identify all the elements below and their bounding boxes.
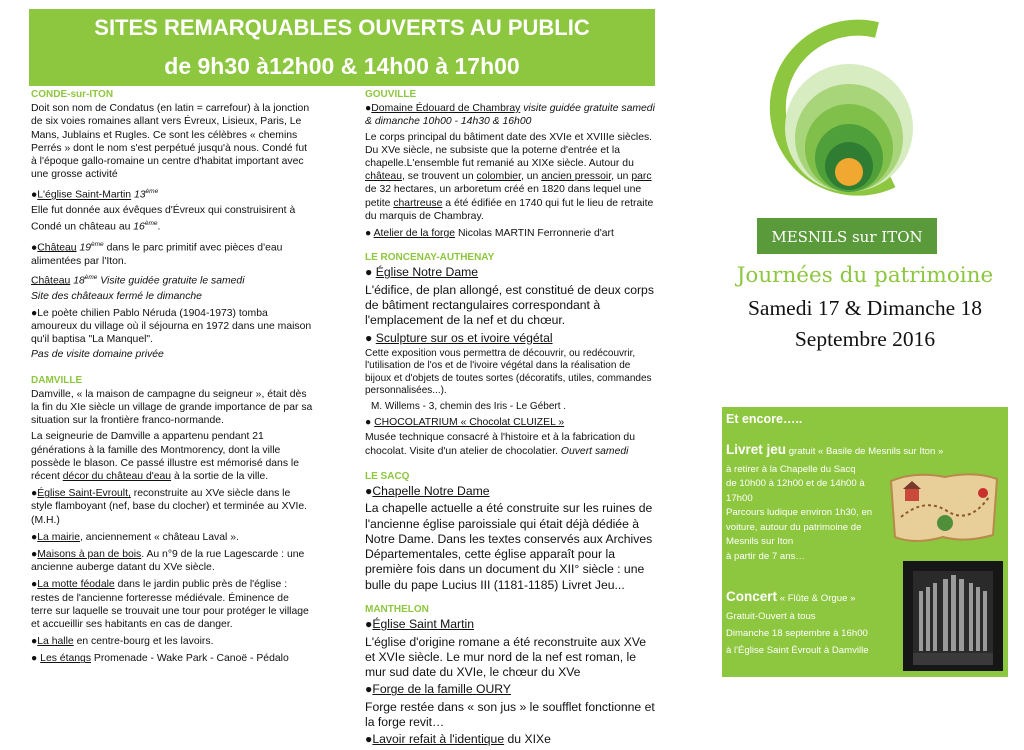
- concert-l2: Dimanche 18 septembre à 16h00: [726, 628, 868, 639]
- roncenay-p2-addr: M. Willems - 3, chemin des Iris - Le Gébert .: [371, 400, 567, 412]
- column-left: [31, 88, 313, 668]
- section-title-damville: DAMVILLE: [31, 374, 83, 386]
- damville-b2-text: , anciennement « château Laval ».: [80, 531, 239, 543]
- gouville-p1d: , un: [611, 171, 629, 183]
- roncenay-b1: ● Église Notre Dame: [365, 265, 479, 280]
- livret-l1: à retirer à la Chapelle du Sacq: [726, 464, 856, 475]
- concentric-logo: [757, 20, 937, 255]
- conde-chateau: ●Château 19ème dans le parc primitif avec pièces d'eau alimentées par l'Iton.: [31, 240, 283, 267]
- conde-chateau2-desc: Visite guidée gratuite le samedi: [100, 275, 245, 287]
- gouville-link-pressoir[interactable]: ancien pressoir: [541, 171, 612, 183]
- damville-b1-link[interactable]: Église Saint-Evroult,: [37, 488, 131, 500]
- sacq-b1: ●Chapelle Notre Dame: [365, 483, 490, 498]
- conde-chateau2-note: Site des châteaux fermé le dimanche: [31, 290, 202, 302]
- conde-eglise-date2: 16: [133, 221, 145, 233]
- livret-l3: Parcours ludique environ 1h30, en voiture, autour du patrimoine de Mesnils sur Iton: [726, 507, 873, 547]
- gouville-b2: ● Atelier de la forge Nicolas MARTIN Ferronnerie d'art: [365, 228, 614, 240]
- conde-chateau2-date: 18: [73, 275, 85, 287]
- organ-photo-icon: [903, 561, 1003, 671]
- conde-eglise-date: 13: [133, 189, 146, 201]
- gouville-link-parc[interactable]: parc: [631, 171, 652, 183]
- sacq-b1-link[interactable]: Chapelle Notre Dame: [372, 483, 490, 498]
- manthelon-b2-link[interactable]: Forge de la famille OURY: [372, 682, 512, 697]
- gouville-link-chateau[interactable]: château: [365, 171, 402, 183]
- gouville-b1: ●Domaine Édouard de Chambray visite guidée gratuite samedi & dimanche 10h00 - 14h30 & 16h00: [365, 103, 655, 128]
- damville-b6: ● Les étangs Promenade - Wake Park - Canoë - Pédalo: [31, 653, 289, 665]
- damville-p2-link[interactable]: décor du château d'eau: [62, 470, 172, 482]
- roncenay-p3: [365, 431, 657, 457]
- conde-neruda-note: Pas de visite domaine privée: [31, 349, 164, 361]
- roncenay-p3-text: Musée technique consacré à l'histoire et à la fabrication du chocolat. Visite d'un atelier de chocolatier.: [365, 432, 635, 457]
- damville-b2: ●La mairie, anciennement « château Laval ».: [31, 531, 239, 543]
- gouville-p1a: Le corps principal du bâtiment date des XVIe et XVIIIe siècles. Du XVe siècle, ne subsiste que la poterne d'entrée et la chapelle.L'ensemble fut remanié au XIXe siècle. Autour du: [365, 131, 653, 170]
- gouville-b2-text: Nicolas MARTIN Ferronnerie d'art: [457, 228, 614, 240]
- damville-b5: ●La halle en centre-bourg et les lavoirs.: [31, 636, 214, 648]
- gouville-link-chartreuse[interactable]: chartreuse: [393, 197, 443, 209]
- roncenay-b3-link[interactable]: CHOCOLATRIUM « Chocolat CLUIZEL »: [374, 417, 565, 429]
- conde-chateau-desc: dans le parc primitif avec pièces d'eau alimentées par l'Iton.: [31, 242, 283, 267]
- concert-l1: Gratuit-Ouvert à tous: [726, 611, 816, 622]
- livret-l4: à partir de 7 ans…: [726, 551, 805, 562]
- manthelon-p1: L'église d'origine romane a été reconstruite aux XVe et XVIe siècle. Le mur nord de la nef est roman, le mur sud date du XVIe, le chœur du XVe: [365, 634, 647, 680]
- gouville-p1c: , un: [520, 171, 539, 183]
- conde-chateau-date: 19: [79, 242, 92, 254]
- map-illustration: [885, 467, 1003, 547]
- conde-chateau-sup: ème: [91, 240, 104, 248]
- concentric-logo-icon: [757, 20, 937, 255]
- event-month: Septembre 2016: [794, 327, 936, 351]
- column-middle: [365, 88, 657, 750]
- conde-neruda: ●Le poète chilien Pablo Néruda (1904-1973) tomba amoureux du village où il séjourna en 1972 dans une maison qu'il baptisa "La Manquel".: [31, 307, 312, 346]
- roncenay-b2-link[interactable]: Sculpture sur os et ivoire végétal: [375, 330, 553, 345]
- conde-eglise-link[interactable]: L'église Saint-Martin: [37, 189, 132, 201]
- manthelon-b1-link[interactable]: Église Saint Martin: [372, 617, 474, 632]
- roncenay-b3: ● CHOCOLATRIUM « Chocolat CLUIZEL »: [365, 417, 565, 429]
- concert-sub: « Flûte & Orgue »: [779, 593, 856, 604]
- roncenay-b1-link[interactable]: Église Notre Dame: [375, 265, 479, 280]
- gouville-p1: [365, 131, 657, 223]
- encore-heading: Et encore…..: [726, 412, 803, 426]
- concert-title: Concert: [726, 589, 778, 604]
- conde-intro: Doit son nom de Condatus (en latin = carrefour) à la jonction de six voies romaines allant vers Évreux, Lisieux, Paris, Le Mans, Jublains et Rugles. Ce sont les célèbres « chemins Perrés » dont le nom s'est perpétué jusqu'à nous. Condé fut à l'époque gallo-romaine un centre d'habitat important avec une grosse activité: [31, 103, 310, 181]
- livret-title: Livret jeu: [726, 442, 787, 457]
- roncenay-p2: Cette exposition vous permettra de découvrir, ou redécouvrir, l'utilisation de l'os et de l'ivoire végétal dans la réalisation de bijoux et d'objets de toutes sortes (décoratifs, utiles, commandes personnalisées...).: [365, 347, 652, 397]
- roncenay-b2: ● Sculpture sur os et ivoire végétal: [365, 330, 553, 345]
- manthelon-b2: ●Forge de la famille OURY: [365, 682, 512, 697]
- banner-line1: SITES REMARQUABLES OUVERTS AU PUBLIC: [94, 15, 590, 40]
- conde-eglise-text: Elle fut donnée aux évêques d'Évreux qui construisirent à Condé un château au 16ème.: [31, 205, 296, 233]
- gouville-b1-text: visite guidée gratuite samedi & dimanche 10h00 - 14h30 & 16h00: [365, 103, 655, 128]
- conde-eglise-desc: Elle fut donnée aux évêques d'Évreux qui construisirent à Condé un château au: [31, 205, 296, 233]
- damville-p2b: à la sortie de la ville.: [173, 470, 269, 482]
- concert-l3: à l'Église Saint Évroult à Damville: [726, 645, 869, 656]
- gouville-p1f: a été édifiée en 1740 qui fut le lieu de retraite du marquis de Chambray.: [365, 197, 654, 222]
- section-title-gouville: GOUVILLE: [365, 89, 417, 100]
- roncenay-p1: L'édifice, de plan allongé, est constitué de deux corps de bâtiment rectangulaires correspondant à l'emplacement de la nef et du chœur.: [365, 282, 654, 328]
- conde-chateau2-sup: ème: [84, 273, 98, 281]
- conde-chateau2: [31, 271, 313, 288]
- damville-b4-link[interactable]: La motte féodale: [37, 579, 115, 591]
- damville-b1-text: reconstruite au XVe siècle dans le style flamboyant (nef, base du clocher) et terminée au XVIe. (M.H.): [31, 488, 308, 526]
- manthelon-b3-link[interactable]: Lavoir refait à l'identique: [372, 732, 505, 747]
- section-title-manthelon: MANTHELON: [365, 604, 429, 616]
- damville-b5-text: en centre-bourg et les lavoirs.: [76, 636, 214, 648]
- conde-eglise: ●L'église Saint-Martin 13ème: [31, 188, 159, 201]
- conde-chateau-link[interactable]: Château: [37, 242, 77, 254]
- damville-b4-text: dans le jardin public près de l'église : restes de l'ancienne forteresse médiévale. Éminence de terre sur laquelle se trouvait une tour pour protéger le village et accueillir ses habitants en cas de danger.: [31, 579, 309, 630]
- damville-b3: ●Maisons à pan de bois. Au n°9 de la rue Lagescarde : une ancienne auberge datant du XVe siècle.: [31, 548, 305, 574]
- gouville-b2-link[interactable]: Atelier de la forge: [373, 228, 456, 240]
- conde-eglise-sup2: ème: [144, 220, 158, 228]
- damville-p1: Damville, « la maison de campagne du seigneur », était dès la fin du XIe siècle un village de grande importance de par sa situation sur la frontière franco-normande.: [31, 388, 313, 427]
- concert-header: [726, 590, 906, 607]
- gouville-link-colombier[interactable]: colombier: [476, 171, 521, 183]
- gouville-b1-link[interactable]: Domaine Édouard de Chambray: [371, 103, 521, 115]
- livret-header: [726, 443, 1006, 460]
- damville-b2-link[interactable]: La mairie: [37, 531, 81, 543]
- conde-chateau2-link[interactable]: Château: [31, 275, 71, 287]
- damville-b1: ●Église Saint-Evroult, reconstruite au XVe siècle dans le style flamboyant (nef, base du clocher) et terminée au XVIe. (M.H.): [31, 488, 308, 526]
- manthelon-p2: Forge restée dans « son jus » le soufflet fonctionne et la forge revit…: [365, 699, 655, 729]
- encore-box: [722, 407, 1008, 677]
- map-illustration-icon: [885, 467, 1003, 547]
- damville-b6-text: Promenade - Wake Park - Canoë - Pédalo: [93, 653, 289, 665]
- section-title-conde: CONDE-sur-ITON: [31, 89, 114, 100]
- banner-line2: de 9h30 à12h00 & 14h00 à 17h00: [164, 53, 520, 79]
- livret-sub: gratuit « Basile de Mesnils sur Iton »: [788, 446, 944, 457]
- section-title-sacq: LE SACQ: [365, 470, 410, 482]
- header-banner: [29, 9, 655, 86]
- livret-l2: de 10h00 à 12h00 et de 14h00 à 17h00: [726, 478, 865, 504]
- damville-b6-link[interactable]: Les étangs: [40, 653, 92, 665]
- manthelon-b3-text: du XIXe: [507, 732, 551, 747]
- roncenay-p3-it: Ouvert samedi: [560, 445, 629, 457]
- event-dates: Samedi 17 & Dimanche 18: [747, 296, 983, 320]
- damville-b5-link[interactable]: La halle: [37, 636, 74, 648]
- organ-photo: [903, 561, 1003, 671]
- manthelon-b3: ●Lavoir refait à l'identique du XIXe: [365, 732, 551, 747]
- gouville-p1e: de 32 hectares, un arboretum créé en 1820 dans lequel une petite: [365, 184, 642, 209]
- conde-eglise-sup: ème: [145, 188, 159, 196]
- conde-neruda-text: Le poète chilien Pablo Néruda (1904-1973) tomba amoureux du village où il séjourna en 1972 dans une maison qu'il baptisa "La Manquel".: [31, 307, 312, 346]
- event-title: Journées du patrimoine: [736, 263, 994, 288]
- manthelon-b1: ●Église Saint Martin: [365, 617, 474, 632]
- gouville-p1b: , se trouvent un: [401, 171, 474, 183]
- damville-b4: ●La motte féodale dans le jardin public près de l'église : restes de l'ancienne forteresse médiévale. Éminence de terre sur laquelle se trouvait une tour pour protéger le village et accueillir ses habitants en cas de danger.: [31, 579, 309, 630]
- logo-name: MESNILS sur ITON: [771, 228, 923, 246]
- damville-p2: [31, 430, 313, 483]
- sacq-p1: La chapelle actuelle a été construite sur les ruines de l'ancienne église paroissiale qui était déjà dédiée à Notre Dame. Dans les textes conservés aux Archives Départementales, cette église apparaît pour la première fois dans un document du XII° siècle : une bulle du pape Lucius III (1181-1185) Livret Jeu...: [365, 501, 653, 592]
- section-title-roncenay: LE RONCENAY-AUTHENAY: [365, 252, 495, 264]
- damville-b3-text: . Au n°9 de la rue Lagescarde : une ancienne auberge datant du XVe siècle.: [31, 548, 305, 574]
- damville-p2a: La seigneurie de Damville a appartenu pendant 21 générations à la famille des Montmorency, dont la ville possède le blason. Ce passé illustre est mémorisé dans le récent: [31, 431, 299, 482]
- damville-b3-link[interactable]: Maisons à pan de bois: [37, 548, 142, 560]
